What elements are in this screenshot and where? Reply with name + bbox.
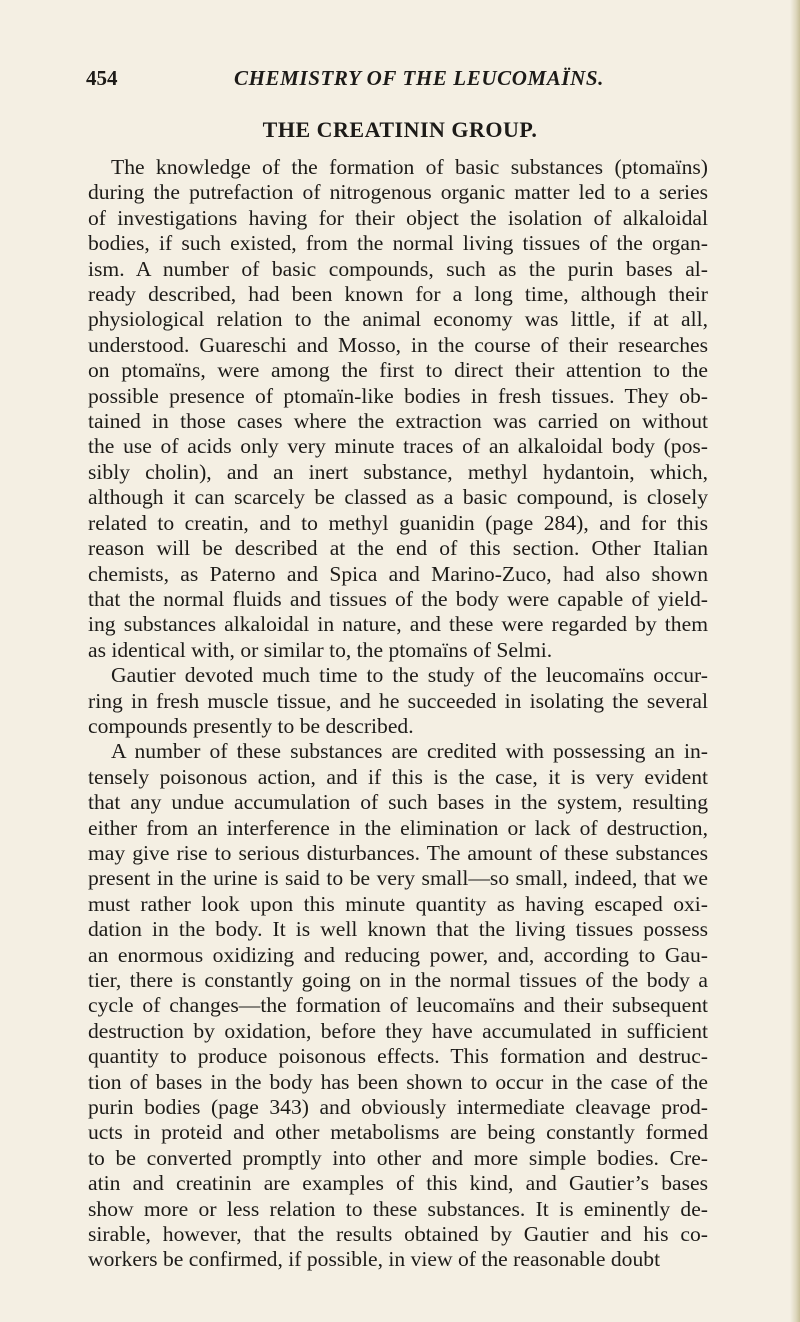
page-edge-shadow bbox=[790, 0, 800, 1322]
text-line: atin and creatinin are examples of this kind, and Gautier’s bases bbox=[88, 1171, 708, 1196]
text-line: present in the urine is said to be very small—so small, indeed, that we bbox=[88, 866, 708, 891]
body-text bbox=[88, 155, 708, 1273]
text-line: ism. A number of basic compounds, such as the purin bases al- bbox=[88, 256, 708, 281]
text-line: tained in those cases where the extraction was carried on without bbox=[88, 409, 708, 434]
text-line: destruction by oxidation, before they have accumulated in sufficient bbox=[88, 1018, 708, 1043]
text-line: understood. Guareschi and Mosso, in the course of their researches bbox=[88, 332, 708, 357]
text-line: tier, there is constantly going on in the normal tissues of the body a bbox=[88, 968, 708, 992]
text-line: Gautier devoted much time to the study of the leucomaïns occur- bbox=[111, 663, 708, 688]
text-line: ready described, had been known for a long time, although their bbox=[88, 282, 708, 307]
text-line: sirable, however, that the results obtained by Gautier and his co- bbox=[88, 1222, 708, 1247]
text-line: physiological relation to the animal economy was little, if at all, bbox=[88, 307, 708, 332]
text-line: on ptomaïns, were among the first to direct their attention to the bbox=[88, 358, 708, 383]
text-line: dation in the body. It is well known that the living tissues possess bbox=[88, 917, 708, 942]
text-line: tensely poisonous action, and if this is the case, it is very evident bbox=[88, 764, 708, 789]
text-line: A number of these substances are credited with possessing an in- bbox=[111, 739, 708, 764]
text-line: ing substances alkaloidal in nature, and these were regarded by them bbox=[88, 612, 708, 637]
text-line: related to creatin, and to methyl guanidin (page 284), and for this bbox=[88, 510, 708, 535]
text-line: although it can scarcely be classed as a basic compound, is closely bbox=[88, 485, 708, 510]
section-heading: THE CREATININ GROUP. bbox=[262, 117, 538, 142]
text-line: quantity to produce poisonous effects. This formation and destruc- bbox=[88, 1044, 708, 1069]
text-line: reason will be described at the end of this section. Other Italian bbox=[88, 536, 708, 561]
text-line: as identical with, or similar to, the ptomaïns of Selmi. bbox=[88, 637, 553, 662]
text-line: ring in fresh muscle tissue, and he succeeded in isolating the several bbox=[88, 688, 708, 713]
text-line: The knowledge of the formation of basic substances (ptomaïns) bbox=[111, 155, 708, 179]
text-line: may give rise to serious disturbances. The amount of these substances bbox=[88, 840, 708, 865]
text-line: chemists, as Paterno and Spica and Marino-Zuco, had also shown bbox=[88, 561, 708, 586]
running-title: CHEMISTRY OF THE LEUCOMAÏNS. bbox=[234, 66, 605, 90]
text-line: sibly cholin), and an inert substance, methyl hydantoin, which, bbox=[88, 459, 708, 484]
text-line: show more or less relation to these substances. It is eminently de- bbox=[88, 1196, 708, 1221]
text-line: the use of acids only very minute traces of an alkaloidal body (pos- bbox=[88, 434, 708, 459]
text-line: to be converted promptly into other and more simple bodies. Cre- bbox=[88, 1145, 708, 1170]
paragraph bbox=[88, 663, 708, 739]
text-line: compounds presently to be described. bbox=[88, 713, 414, 738]
text-line: during the putrefaction of nitrogenous organic matter led to a series bbox=[88, 180, 708, 205]
text-line: an enormous oxidizing and reducing power, and, according to Gau- bbox=[88, 942, 708, 967]
text-line: of investigations having for their object the isolation of alkaloidal bbox=[88, 205, 708, 230]
text-line: bodies, if such existed, from the normal living tissues of the organ- bbox=[88, 231, 708, 256]
text-line: either from an interference in the elimination or lack of destruction, bbox=[88, 815, 708, 840]
running-head bbox=[86, 63, 706, 93]
text-line: purin bodies (page 343) and obviously intermediate cleavage prod- bbox=[88, 1095, 708, 1120]
paragraph bbox=[88, 739, 708, 1273]
text-line: workers be confirmed, if possible, in view of the reasonable doubt bbox=[88, 1247, 661, 1272]
text-line: cycle of changes—the formation of leucomaïns and their subsequent bbox=[88, 993, 708, 1018]
text-line: tion of bases in the body has been shown to occur in the case of the bbox=[88, 1069, 708, 1094]
text-line: that any undue accumulation of such bases in the system, resulting bbox=[88, 790, 708, 815]
text-line: that the normal fluids and tissues of the body were capable of yield- bbox=[88, 586, 708, 611]
text-line: possible presence of ptomaïn-like bodies in fresh tissues. They ob- bbox=[88, 383, 708, 408]
page-number: 454 bbox=[86, 66, 118, 90]
text-line: ucts in proteid and other metabolisms are being constantly formed bbox=[88, 1120, 708, 1145]
paragraph bbox=[88, 155, 708, 663]
text-line: must rather look upon this minute quantity as having escaped oxi- bbox=[88, 891, 708, 916]
